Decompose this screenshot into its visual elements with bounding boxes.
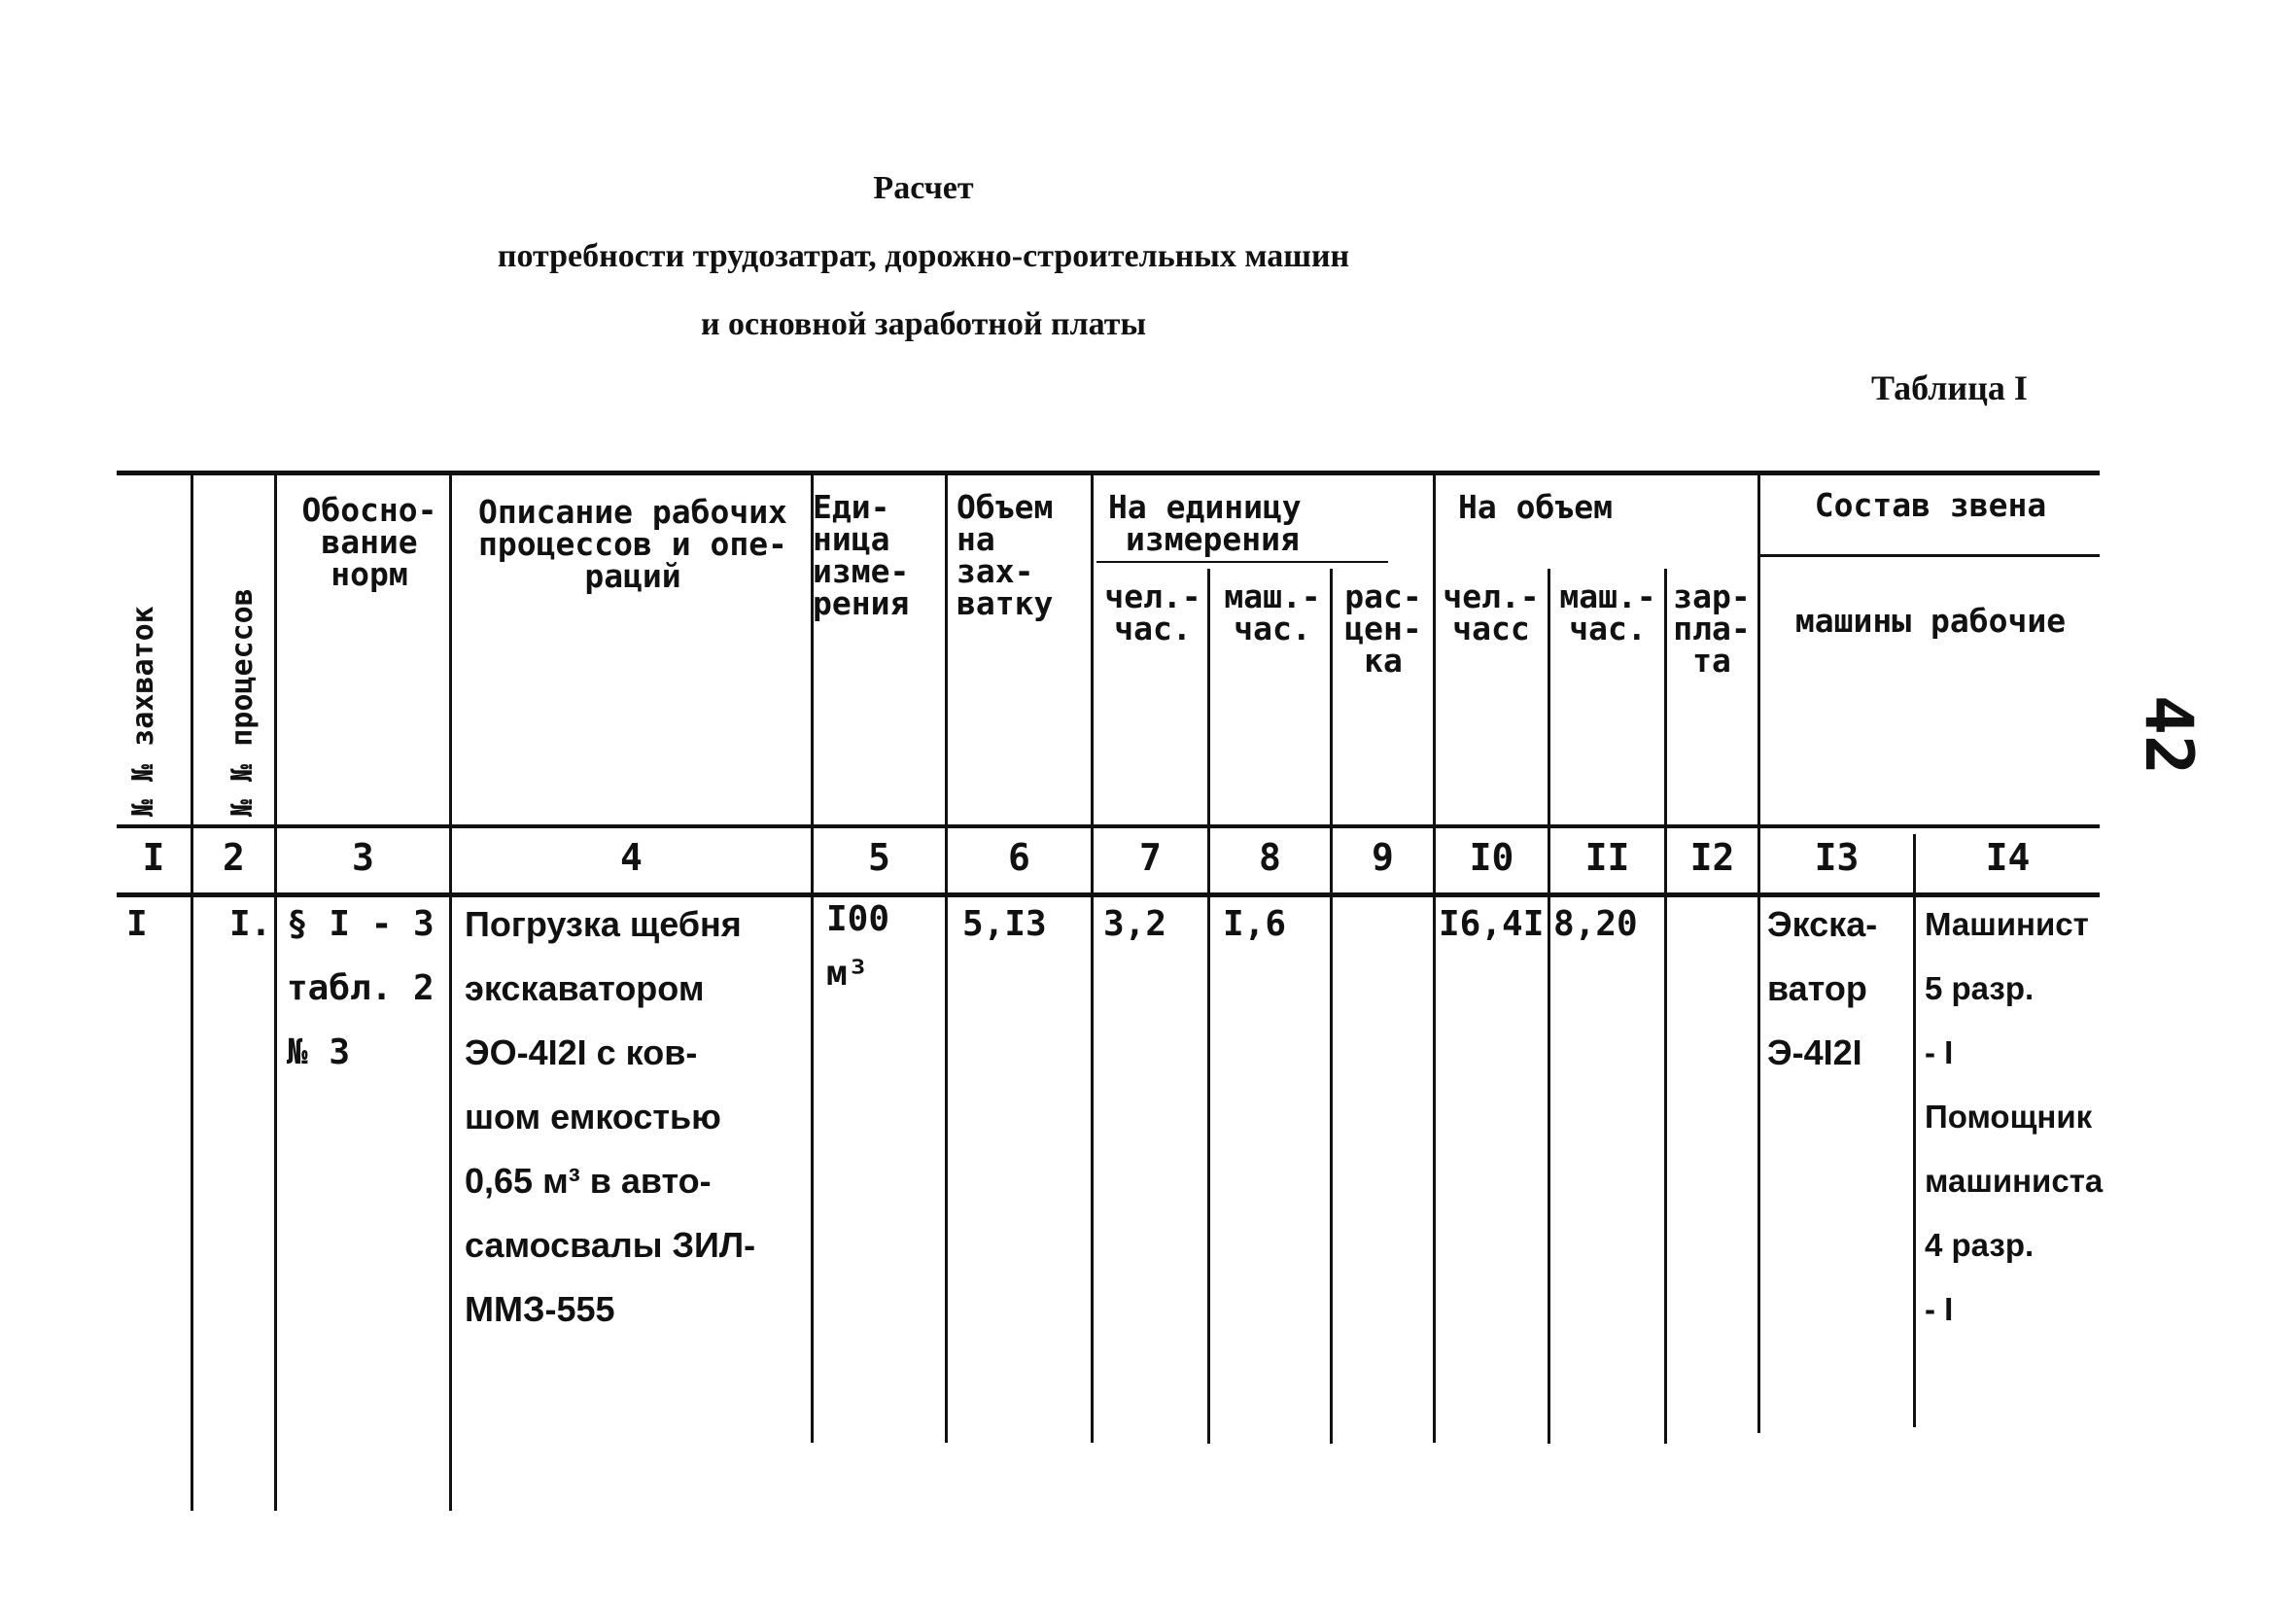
- header-col-3: Обосно- вание норм: [301, 491, 437, 593]
- colnum-13: I3: [1814, 836, 1860, 879]
- header-col-12: зар- пла- та: [1673, 577, 1751, 680]
- header-group-crew: Состав звена: [1814, 486, 2047, 524]
- colnum-11: II: [1584, 836, 1630, 879]
- header-col-1: № № захваток: [126, 606, 160, 817]
- colnum-3: 3: [352, 836, 374, 879]
- header-col-10: чел.- часс: [1443, 577, 1540, 647]
- header-col-4: Описание рабочих процессов и опе- раций: [478, 493, 787, 595]
- header-col-7: чел.- час.: [1104, 577, 1201, 647]
- page-number: 42: [2130, 695, 2207, 775]
- title-line-3: и основной заработной платы: [700, 306, 1147, 342]
- header-col-6: Объем на зах- ватку: [957, 488, 1054, 622]
- header-col-9: рас- цен- ка: [1344, 577, 1422, 680]
- cell-col-14: Машинист 5 разр. - I Помощник машиниста 4 разр. - I: [1925, 906, 2104, 1327]
- colnum-12: I2: [1689, 836, 1735, 879]
- cell-col-8: I,6: [1223, 904, 1287, 944]
- cell-col-13: Экска- ватор Э-4I2I: [1767, 904, 1878, 1072]
- cell-col-6: 5,I3: [962, 904, 1047, 944]
- colnum-14: I4: [1985, 836, 2031, 879]
- header-group-unit: На единицу измерения: [1108, 488, 1302, 558]
- header-group-volume: На объем: [1458, 488, 1613, 526]
- cell-col-7: 3,2: [1103, 904, 1167, 944]
- cell-col-5: I00 м³: [826, 899, 890, 994]
- cell-col-4: Погрузка щебня экскаватором ЭО-4I2I с ков- шом емкостью 0,65 м³ в авто- самосвалы ЗИЛ- ММЗ-555: [465, 904, 756, 1329]
- colnum-9: 9: [1372, 836, 1394, 879]
- title-line-2: потребности трудозатрат, дорожно-строительных машин: [497, 238, 1350, 274]
- table-label: Таблица I: [1871, 368, 2028, 407]
- cell-col-11: 8,20: [1553, 904, 1638, 944]
- cell-col-3: § I - 3 табл. 2 № 3: [287, 904, 435, 1072]
- header-col-5: Еди- ница изме- рения: [813, 488, 910, 622]
- cell-col-10: I6,4I: [1439, 904, 1545, 944]
- cell-col-1: I: [126, 904, 148, 944]
- header-col-13-14: машины рабочие: [1794, 602, 2067, 640]
- colnum-1: I: [142, 836, 165, 879]
- colnum-6: 6: [1008, 836, 1030, 879]
- header-col-8: маш.- час.: [1224, 577, 1321, 647]
- colnum-7: 7: [1139, 836, 1162, 879]
- colnum-2: 2: [223, 836, 245, 879]
- header-col-2: № № процессов: [226, 588, 260, 817]
- cell-col-2: I.: [229, 904, 272, 944]
- title-line-1: Расчет: [873, 170, 974, 206]
- colnum-8: 8: [1259, 836, 1281, 879]
- colnum-10: I0: [1469, 836, 1514, 879]
- colnum-5: 5: [868, 836, 890, 879]
- colnum-4: 4: [620, 836, 643, 879]
- header-col-11: маш.- час.: [1559, 577, 1656, 647]
